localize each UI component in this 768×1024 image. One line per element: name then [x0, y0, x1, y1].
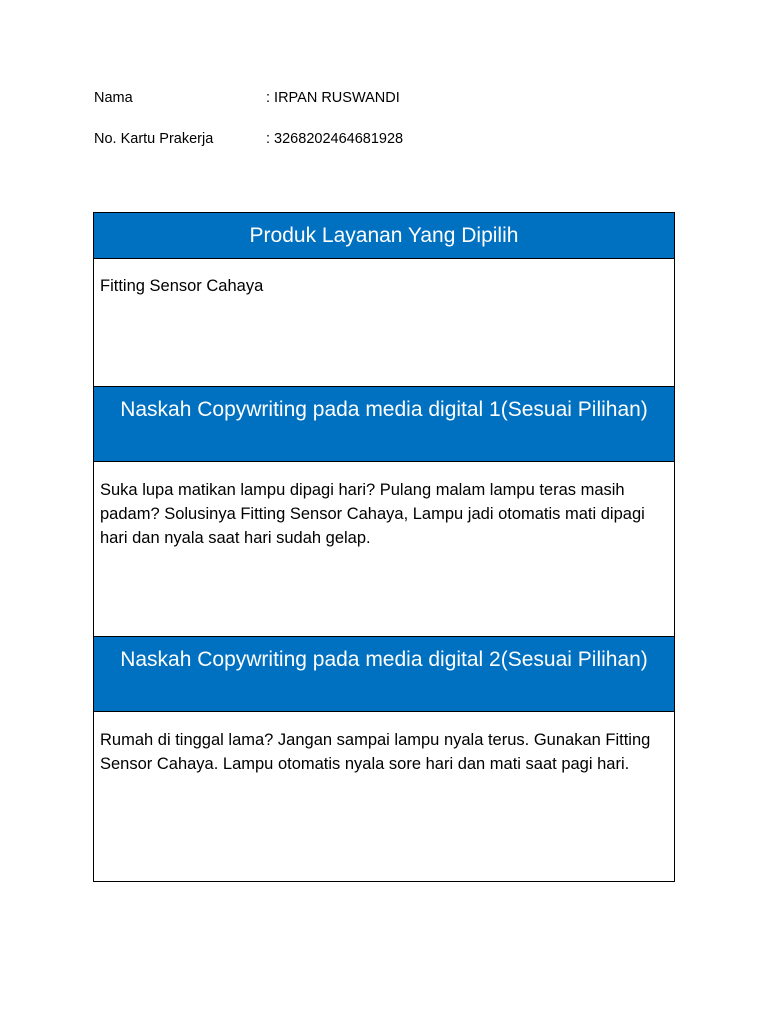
section-header-copywriting-2: Naskah Copywriting pada media digital 2(Sesuai Pilihan) — [94, 637, 674, 712]
section-body-produk-layanan: Fitting Sensor Cahaya — [94, 259, 674, 387]
kartu-prakerja-value: : 3268202464681928 — [266, 131, 404, 147]
section-body-copywriting-2: Rumah di tinggal lama? Jangan sampai lampu nyala terus. Gunakan Fitting Sensor Cahaya. Lampu otomatis nyala sore hari dan mati saat pagi hari. — [100, 731, 651, 773]
section-header-copywriting-1: Naskah Copywriting pada media digital 1(Sesuai Pilihan) — [94, 387, 674, 462]
form-table — [93, 212, 675, 882]
section-body-copywriting-1: Suka lupa matikan lampu dipagi hari? Pulang malam lampu teras masih padam? Solusinya Fitting Sensor Cahaya, Lampu jadi otomatis mati dipagi hari dan nyala saat hari sudah gelap. — [94, 462, 674, 637]
section-header-produk-layanan: Produk Layanan Yang Dipilih — [94, 213, 674, 259]
nama-label: Nama — [94, 90, 133, 106]
kartu-prakerja-label: No. Kartu Prakerja — [94, 131, 214, 147]
nama-value: : IRPAN RUSWANDI — [266, 90, 400, 106]
